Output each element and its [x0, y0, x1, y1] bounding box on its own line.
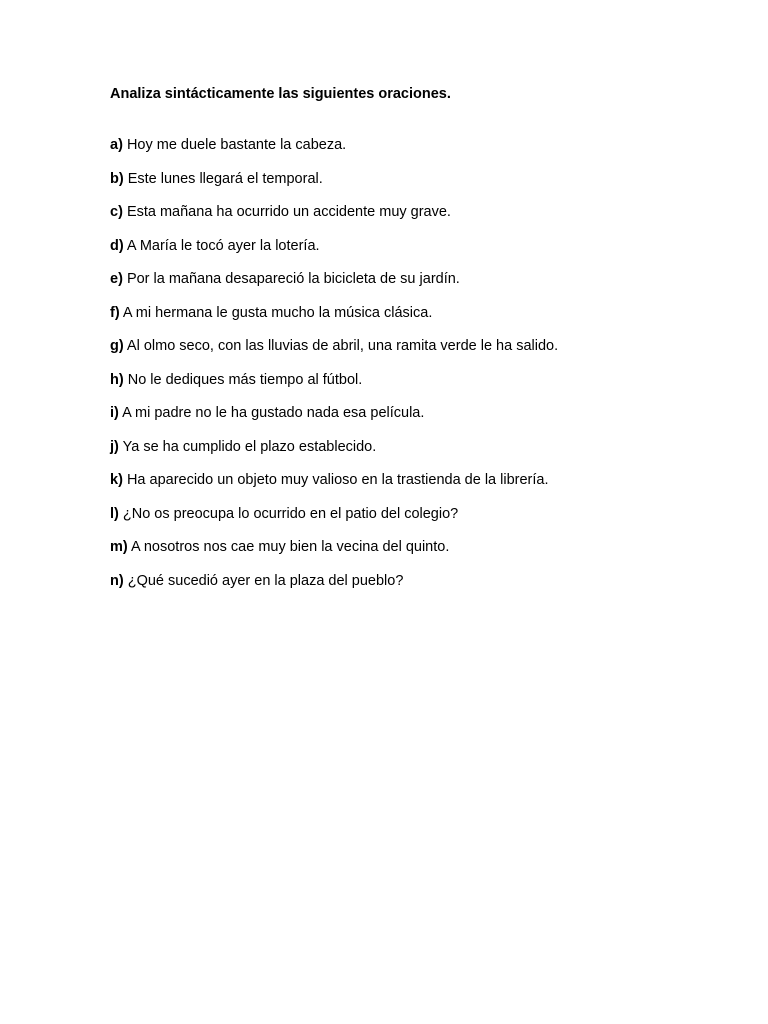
list-item — [110, 505, 710, 539]
item-letter: j) — [110, 438, 119, 455]
item-text: ¿No os preocupa lo ocurrido en el patio del colegio? — [122, 505, 459, 522]
list-item — [110, 304, 710, 338]
item-text: A María le tocó ayer la lotería. — [126, 237, 320, 254]
item-letter: l) — [110, 505, 119, 522]
list-item — [110, 203, 710, 237]
item-text: A mi hermana le gusta mucho la música clásica. — [122, 304, 433, 321]
sentence-list — [110, 136, 710, 605]
list-item — [110, 572, 710, 606]
item-text: Este lunes llegará el temporal. — [127, 170, 323, 187]
list-item — [110, 136, 710, 170]
item-text: Ya se ha cumplido el plazo establecido. — [122, 438, 377, 455]
list-item — [110, 404, 710, 438]
item-letter: i) — [110, 405, 119, 421]
item-text: Esta mañana ha ocurrido un accidente muy grave. — [126, 204, 451, 220]
item-letter: g) — [110, 338, 124, 354]
list-item — [110, 538, 710, 572]
item-letter: d) — [110, 237, 124, 254]
document-page — [110, 85, 710, 605]
item-text: A nosotros nos cae muy bien la vecina del quinto. — [130, 539, 450, 555]
item-letter: m) — [110, 539, 128, 555]
document-title: Analiza sintácticamente las siguientes oraciones. — [110, 86, 451, 102]
item-letter: a) — [110, 137, 123, 153]
list-item — [110, 170, 710, 204]
item-text: Al olmo seco, con las lluvias de abril, una ramita verde le ha salido. — [126, 338, 559, 354]
item-text: Por la mañana desapareció la bicicleta de su jardín. — [126, 271, 460, 287]
item-text: ¿Qué sucedió ayer en la plaza del pueblo? — [127, 572, 404, 589]
item-letter: h) — [110, 371, 124, 388]
item-letter: f) — [110, 304, 120, 321]
list-item — [110, 270, 710, 304]
item-text: A mi padre no le ha gustado nada esa película. — [122, 405, 425, 421]
item-letter: k) — [110, 472, 123, 488]
list-item — [110, 438, 710, 472]
list-item — [110, 237, 710, 271]
item-text: Hoy me duele bastante la cabeza. — [126, 137, 347, 153]
list-item — [110, 371, 710, 405]
item-text: No le dediques más tiempo al fútbol. — [127, 371, 363, 388]
list-item — [110, 471, 710, 505]
item-text: Ha aparecido un objeto muy valioso en la trastienda de la librería. — [126, 472, 549, 488]
item-letter: n) — [110, 572, 124, 589]
item-letter: e) — [110, 271, 123, 287]
item-letter: b) — [110, 170, 124, 187]
item-letter: c) — [110, 204, 123, 220]
list-item — [110, 337, 710, 371]
